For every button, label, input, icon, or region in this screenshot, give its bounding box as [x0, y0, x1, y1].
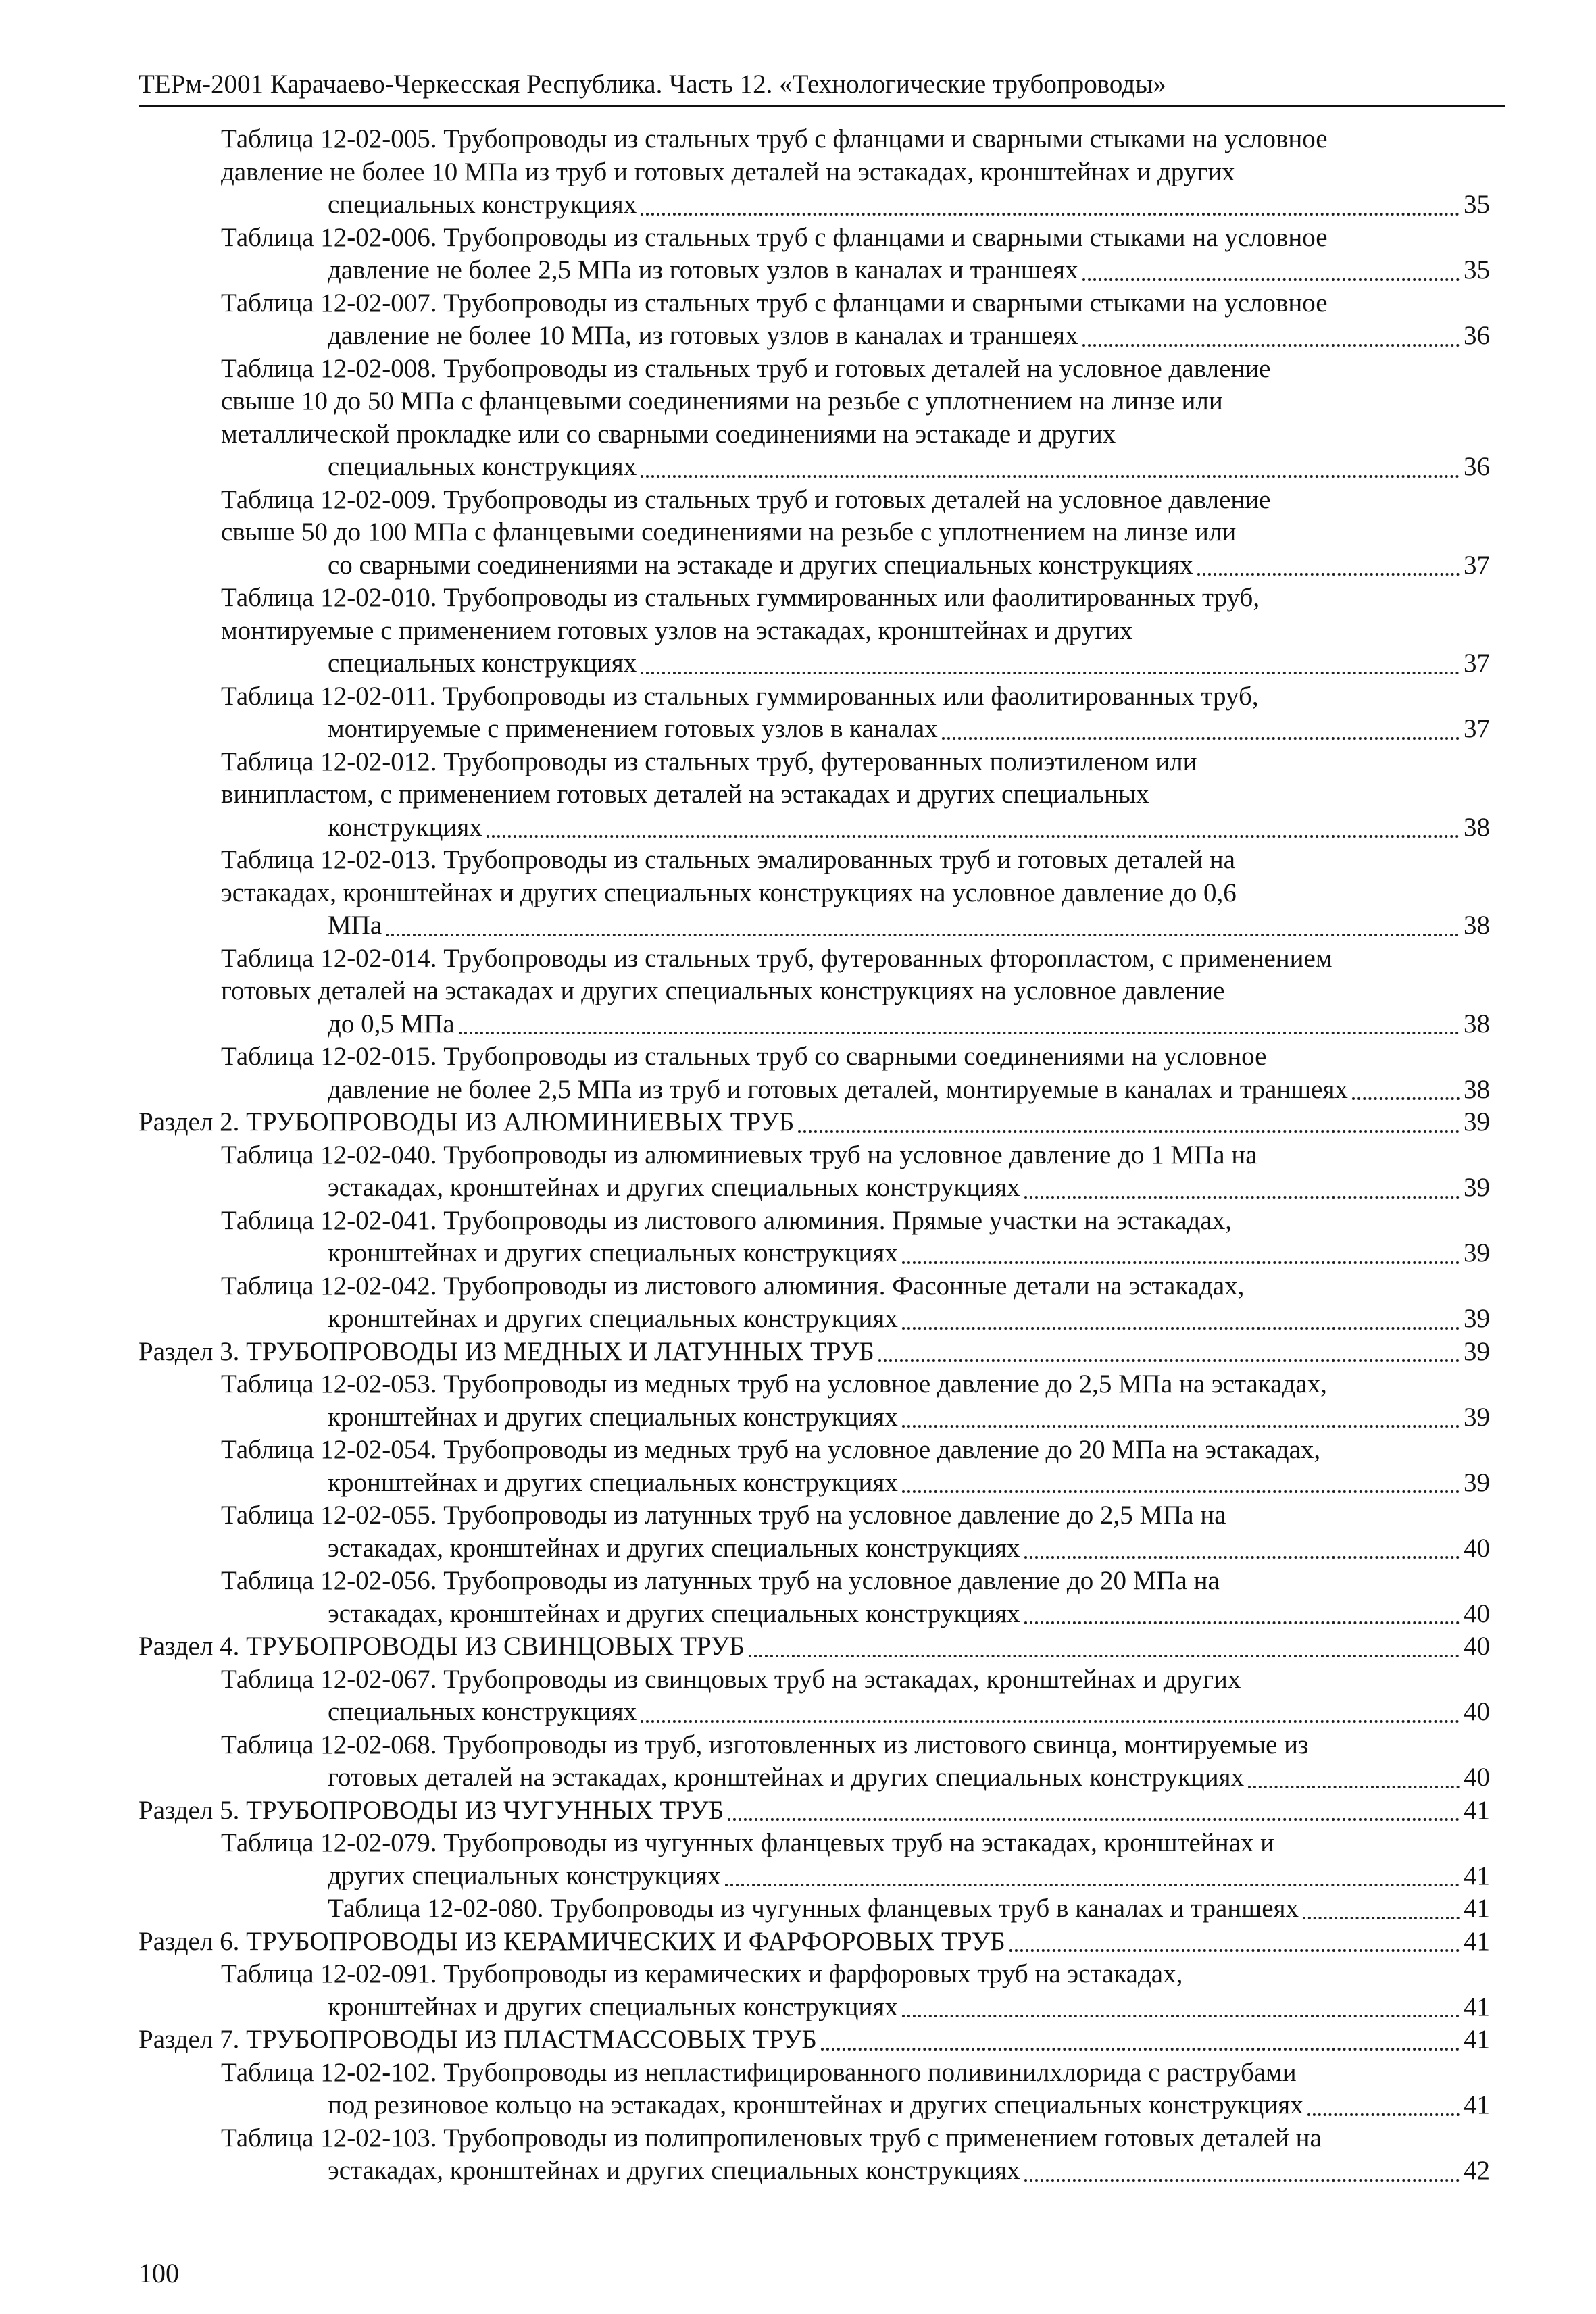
- toc-page-number: 41: [1464, 1992, 1490, 2021]
- dot-leader: [1197, 573, 1460, 576]
- toc-table-entry[interactable]: [139, 1565, 1490, 1630]
- toc-page-number: 35: [1464, 255, 1490, 284]
- toc-entry-text: специальных конструкциях: [328, 190, 637, 219]
- toc-entry-text: кронштейнах и других специальных конструкциях: [328, 1402, 898, 1432]
- toc-entry-line: Таблица 12-02-006. Трубопроводы из стальных труб с фланцами и сварными стыками на условное: [221, 222, 1328, 252]
- toc-entry-last-line: [328, 1008, 1490, 1041]
- dot-leader: [641, 213, 1460, 216]
- toc-entry-text: других специальных конструкциях: [328, 1861, 721, 1890]
- dot-leader: [641, 1720, 1460, 1723]
- dot-leader: [902, 1425, 1460, 1428]
- toc-page-number: 41: [1464, 2090, 1490, 2119]
- toc-section-entry[interactable]: [139, 2023, 1490, 2057]
- toc-table-entry[interactable]: [139, 123, 1490, 222]
- dot-leader: [902, 2015, 1460, 2017]
- toc-entry-line: Таблица 12-02-012. Трубопроводы из стальных труб, футерованных полиэтиленом или: [221, 747, 1197, 776]
- toc-entry-text: давление не более 2,5 МПа из готовых узлов в каналах и траншеях: [328, 255, 1078, 284]
- toc-table-entry[interactable]: [139, 1368, 1490, 1434]
- toc-entry-text: эстакадах, кронштейнах и других специальных конструкциях: [328, 2156, 1020, 2185]
- toc-entry-text: специальных конструкциях: [328, 452, 637, 481]
- toc-entry-last-line: [328, 713, 1490, 746]
- toc-page-number: 42: [1464, 2156, 1490, 2185]
- toc-entry-text: монтируемые с применением готовых узлов в каналах: [328, 714, 938, 743]
- dot-leader: [798, 1130, 1460, 1133]
- toc-entry-last-line: [328, 1303, 1490, 1336]
- toc-table-entry[interactable]: [139, 287, 1490, 353]
- toc-entry-line: Таблица 12-02-014. Трубопроводы из стальных труб, футерованных фторопластом, с применением: [221, 943, 1332, 973]
- toc-entry-text: кронштейнах и других специальных конструкциях: [328, 1992, 898, 2021]
- toc-page-number: 40: [1464, 1599, 1490, 1628]
- dot-leader: [1082, 344, 1460, 347]
- toc-page-number: 40: [1464, 1697, 1490, 1726]
- toc-page-number: 35: [1464, 190, 1490, 219]
- toc-page-number: 39: [1464, 1402, 1490, 1432]
- toc-entry-line: Таблица 12-02-056. Трубопроводы из латунных труб на условное давление до 20 МПа на: [221, 1566, 1220, 1595]
- toc-page-number: 38: [1464, 812, 1490, 842]
- toc-page-number: 39: [1464, 1238, 1490, 1267]
- toc-entry-line: готовых деталей на эстакадах и других специальных конструкциях на условное давление: [221, 976, 1225, 1005]
- toc-section-entry[interactable]: [139, 1794, 1490, 1828]
- toc-entry-text: Раздел 6. ТРУБОПРОВОДЫ ИЗ КЕРАМИЧЕСКИХ И ФАРФОРОВЫХ ТРУБ: [139, 1926, 1005, 1956]
- toc-entry-last-line: [328, 1074, 1490, 1107]
- toc-entry-line: Таблица 12-02-103. Трубопроводы из полипропиленовых труб с применением готовых деталей на: [221, 2123, 1322, 2153]
- toc-entry-last-line: [328, 1860, 1490, 1893]
- dot-leader: [1082, 278, 1460, 281]
- toc-table-entry[interactable]: [139, 680, 1490, 746]
- toc-table-entry[interactable]: [139, 353, 1490, 484]
- toc-table-entry[interactable]: [139, 1434, 1490, 1499]
- toc-entry-text: Таблица 12-02-080. Трубопроводы из чугунных фланцевых труб в каналах и траншеях: [328, 1894, 1299, 1923]
- toc-table-entry[interactable]: [139, 1663, 1490, 1729]
- page-number: 100: [139, 2258, 179, 2288]
- toc-entry-line: Таблица 12-02-102. Трубопроводы из непластифицированного поливинилхлорида с раструбами: [221, 2057, 1297, 2087]
- toc-entry-last-line: [139, 1926, 1490, 1959]
- dot-leader: [821, 2048, 1460, 2051]
- toc-page-number: 41: [1464, 1926, 1490, 1956]
- toc-entry-line: Таблица 12-02-040. Трубопроводы из алюминиевых труб на условное давление до 1 МПа на: [221, 1140, 1257, 1169]
- toc-entry-line: Таблица 12-02-013. Трубопроводы из стальных эмалированных труб и готовых деталей на: [221, 845, 1235, 874]
- toc-table-entry[interactable]: [139, 582, 1490, 680]
- toc-entry-text: МПа: [328, 911, 382, 940]
- toc-table-entry[interactable]: [139, 1040, 1490, 1106]
- toc-entry-last-line: [328, 188, 1490, 222]
- toc-entry-line: эстакадах, кронштейнах и других специальных конструкциях на условное давление до 0,6: [221, 878, 1237, 907]
- toc-entry-last-line: [328, 1761, 1490, 1794]
- table-of-contents: [139, 123, 1490, 2188]
- toc-entry-text: кронштейнах и других специальных конструкциях: [328, 1238, 898, 1267]
- toc-page-number: 41: [1464, 2025, 1490, 2054]
- toc-page-number: 39: [1464, 1336, 1490, 1366]
- toc-entry-line: свыше 50 до 100 МПа с фланцевыми соединениями на резьбе с уплотнением на линзе или: [221, 518, 1237, 547]
- toc-table-entry[interactable]: [139, 1729, 1490, 1794]
- toc-entry-last-line: [328, 1991, 1490, 2024]
- toc-entry-line: Таблица 12-02-091. Трубопроводы из керамических и фарфоровых труб на эстакадах,: [221, 1959, 1183, 1988]
- toc-entry-text: со сварными соединениями на эстакаде и других специальных конструкциях: [328, 550, 1193, 580]
- toc-entry-line: Таблица 12-02-005. Трубопроводы из стальных труб с фланцами и сварными стыками на условное: [221, 124, 1328, 153]
- toc-table-entry[interactable]: [139, 1958, 1490, 2023]
- toc-table-entry[interactable]: [139, 2122, 1490, 2188]
- running-header: ТЕРм-2001 Карачаево-Черкесская Республика. Часть 12. «Технологические трубопроводы»: [139, 70, 1166, 99]
- toc-table-entry[interactable]: [139, 844, 1490, 942]
- toc-entry-line: давление не более 10 МПа из труб и готовых деталей на эстакадах, кронштейнах и других: [221, 157, 1235, 186]
- dot-leader: [902, 1490, 1460, 1493]
- toc-entry-line: Таблица 12-02-041. Трубопроводы из листового алюминия. Прямые участки на эстакадах,: [221, 1205, 1232, 1235]
- toc-section-entry[interactable]: [139, 1926, 1490, 1959]
- dot-leader: [878, 1359, 1460, 1362]
- toc-table-entry[interactable]: [139, 1205, 1490, 1270]
- toc-table-entry[interactable]: [139, 2057, 1490, 2122]
- toc-entry-last-line: [328, 1467, 1490, 1500]
- toc-page-number: 37: [1464, 649, 1490, 678]
- toc-entry-last-line: [328, 1696, 1490, 1729]
- toc-entry-last-line: [328, 320, 1490, 353]
- toc-page-number: 38: [1464, 1009, 1490, 1038]
- toc-entry-last-line: [139, 1630, 1490, 1663]
- toc-table-entry[interactable]: [139, 1270, 1490, 1336]
- toc-entry-line: монтируемые с применением готовых узлов на эстакадах, кронштейнах и других: [221, 615, 1133, 645]
- toc-page-number: 36: [1464, 452, 1490, 481]
- toc-entry-text: под резиновое кольцо на эстакадах, кронштейнах и других специальных конструкциях: [328, 2090, 1303, 2119]
- dot-leader: [1024, 1556, 1460, 1559]
- toc-entry-text: давление не более 2,5 МПа из труб и готовых деталей, монтируемые в каналах и траншеях: [328, 1074, 1348, 1104]
- toc-entry-last-line: [328, 1172, 1490, 1205]
- toc-table-entry[interactable]: [139, 1499, 1490, 1565]
- toc-page-number: 39: [1464, 1173, 1490, 1202]
- toc-entry-text: эстакадах, кронштейнах и других специальных конструкциях: [328, 1533, 1020, 1563]
- dot-leader: [487, 835, 1460, 838]
- toc-entry-last-line: [328, 811, 1490, 845]
- toc-section-entry[interactable]: [139, 1106, 1490, 1139]
- toc-entry-line: Таблица 12-02-079. Трубопроводы из чугунных фланцевых труб на эстакадах, кронштейнах и: [221, 1828, 1275, 1857]
- toc-section-entry[interactable]: [139, 1630, 1490, 1663]
- toc-entry-last-line: [328, 1401, 1490, 1434]
- toc-entry-text: до 0,5 МПа: [328, 1009, 455, 1038]
- toc-page-number: 40: [1464, 1533, 1490, 1563]
- toc-page-number: 38: [1464, 911, 1490, 940]
- toc-entry-text: кронштейнах и других специальных конструкциях: [328, 1304, 898, 1333]
- toc-entry-text: Раздел 7. ТРУБОПРОВОДЫ ИЗ ПЛАСТМАССОВЫХ ТРУБ: [139, 2025, 817, 2054]
- toc-entry-last-line: [139, 1336, 1490, 1369]
- toc-table-entry[interactable]: [139, 484, 1490, 582]
- dot-leader: [1024, 1621, 1460, 1624]
- toc-page-number: 40: [1464, 1632, 1490, 1661]
- dot-leader: [728, 1818, 1460, 1821]
- toc-section-entry[interactable]: [139, 1336, 1490, 1369]
- dot-leader: [1307, 2113, 1460, 2116]
- toc-entry-line: Таблица 12-02-042. Трубопроводы из листового алюминия. Фасонные детали на эстакадах,: [221, 1271, 1245, 1301]
- dot-leader: [1352, 1097, 1460, 1100]
- toc-entry-line: Таблица 12-02-011. Трубопроводы из стальных гуммированных или фаолитированных труб,: [221, 681, 1259, 711]
- toc-table-entry[interactable]: [139, 746, 1490, 845]
- dot-leader: [1009, 1949, 1460, 1952]
- toc-entry-last-line: [328, 1598, 1490, 1631]
- toc-entry-last-line: [328, 451, 1490, 484]
- dot-leader: [641, 475, 1460, 478]
- dot-leader: [1024, 2179, 1460, 2182]
- toc-entry-text: кронштейнах и других специальных конструкциях: [328, 1467, 898, 1497]
- toc-entry-last-line: [139, 1106, 1490, 1139]
- toc-entry-text: Раздел 3. ТРУБОПРОВОДЫ ИЗ МЕДНЫХ И ЛАТУННЫХ ТРУБ: [139, 1336, 874, 1366]
- toc-entry-line: Таблица 12-02-055. Трубопроводы из латунных труб на условное давление до 2,5 МПа на: [221, 1501, 1226, 1530]
- dot-leader: [459, 1032, 1460, 1034]
- dot-leader: [1024, 1196, 1460, 1199]
- toc-page-number: 39: [1464, 1304, 1490, 1333]
- dot-leader: [902, 1261, 1460, 1264]
- dot-leader: [942, 737, 1460, 740]
- toc-entry-text: Раздел 2. ТРУБОПРОВОДЫ ИЗ АЛЮМИНИЕВЫХ ТРУБ: [139, 1107, 795, 1136]
- header-divider: [139, 105, 1505, 107]
- dot-leader: [1303, 1917, 1460, 1919]
- dot-leader: [725, 1884, 1460, 1886]
- toc-page-number: 41: [1464, 1795, 1490, 1825]
- toc-entry-line: Таблица 12-02-009. Трубопроводы из стальных труб и готовых деталей на условное давление: [221, 484, 1271, 514]
- toc-page-number: 41: [1464, 1861, 1490, 1890]
- toc-page-number: 37: [1464, 714, 1490, 743]
- toc-entry-last-line: [328, 909, 1490, 942]
- toc-entry-text: готовых деталей на эстакадах, кронштейнах и других специальных конструкциях: [328, 1763, 1245, 1792]
- toc-entry-line: Таблица 12-02-053. Трубопроводы из медных труб на условное давление до 2,5 МПа на эстакадах,: [221, 1369, 1327, 1399]
- toc-entry-text: эстакадах, кронштейнах и других специальных конструкциях: [328, 1173, 1020, 1202]
- toc-entry-text: Раздел 4. ТРУБОПРОВОДЫ ИЗ СВИНЦОВЫХ ТРУБ: [139, 1632, 745, 1661]
- toc-entry-last-line: [328, 1237, 1490, 1270]
- toc-entry-last-line: [328, 1892, 1490, 1926]
- toc-entry-line: Таблица 12-02-015. Трубопроводы из стальных труб со сварными соединениями на условное: [221, 1042, 1267, 1071]
- toc-entry-last-line: [328, 2155, 1490, 2188]
- toc-entry-last-line: [139, 1794, 1490, 1828]
- dot-leader: [1248, 1786, 1460, 1788]
- toc-table-entry[interactable]: [139, 1139, 1490, 1205]
- dot-leader: [641, 672, 1460, 674]
- toc-entry-line: Таблица 12-02-007. Трубопроводы из стальных труб с фланцами и сварными стыками на условное: [221, 288, 1328, 318]
- toc-table-entry[interactable]: [139, 942, 1490, 1041]
- toc-entry-text: давление не более 10 МПа, из готовых узлов в каналах и траншеях: [328, 321, 1078, 350]
- toc-entry-line: Таблица 12-02-010. Трубопроводы из стальных гуммированных или фаолитированных труб,: [221, 583, 1260, 612]
- dot-leader: [749, 1655, 1460, 1657]
- toc-entry-last-line: [139, 2023, 1490, 2057]
- toc-entry-line: винипластом, с применением готовых деталей на эстакадах и других специальных: [221, 780, 1149, 809]
- toc-entry-text: специальных конструкциях: [328, 1697, 637, 1726]
- toc-entry-last-line: [328, 647, 1490, 680]
- dot-leader: [902, 1327, 1460, 1330]
- toc-page-number: 40: [1464, 1763, 1490, 1792]
- toc-entry-last-line: [328, 549, 1490, 582]
- toc-table-entry[interactable]: [139, 1827, 1490, 1892]
- toc-entry-line: Таблица 12-02-054. Трубопроводы из медных труб на условное давление до 20 МПа на эстакадах,: [221, 1435, 1321, 1464]
- toc-entry-last-line: [328, 254, 1490, 287]
- toc-page-number: 37: [1464, 550, 1490, 580]
- toc-page-number: 36: [1464, 321, 1490, 350]
- toc-page-number: 39: [1464, 1107, 1490, 1136]
- dot-leader: [386, 934, 1460, 936]
- toc-table-entry[interactable]: [139, 1892, 1490, 1926]
- toc-entry-line: металлической прокладке или со сварными соединениями на эстакаде и других: [221, 419, 1116, 449]
- toc-entry-line: Таблица 12-02-068. Трубопроводы из труб, изготовленных из листового свинца, монтируемые из: [221, 1730, 1309, 1759]
- toc-entry-line: свыше 10 до 50 МПа с фланцевыми соединениями на резьбе с уплотнением на линзе или: [221, 386, 1223, 416]
- toc-page-number: 39: [1464, 1467, 1490, 1497]
- toc-page-number: 38: [1464, 1074, 1490, 1104]
- toc-entry-text: конструкциях: [328, 812, 482, 842]
- toc-page-number: 41: [1464, 1894, 1490, 1923]
- toc-entry-line: Таблица 12-02-067. Трубопроводы из свинцовых труб на эстакадах, кронштейнах и других: [221, 1664, 1241, 1694]
- toc-entry-line: Таблица 12-02-008. Трубопроводы из стальных труб и готовых деталей на условное давление: [221, 353, 1271, 383]
- toc-entry-last-line: [328, 1532, 1490, 1565]
- toc-entry-text: специальных конструкциях: [328, 649, 637, 678]
- toc-entry-text: эстакадах, кронштейнах и других специальных конструкциях: [328, 1599, 1020, 1628]
- toc-table-entry[interactable]: [139, 222, 1490, 287]
- toc-entry-last-line: [328, 2089, 1490, 2122]
- toc-entry-text: Раздел 5. ТРУБОПРОВОДЫ ИЗ ЧУГУННЫХ ТРУБ: [139, 1795, 724, 1825]
